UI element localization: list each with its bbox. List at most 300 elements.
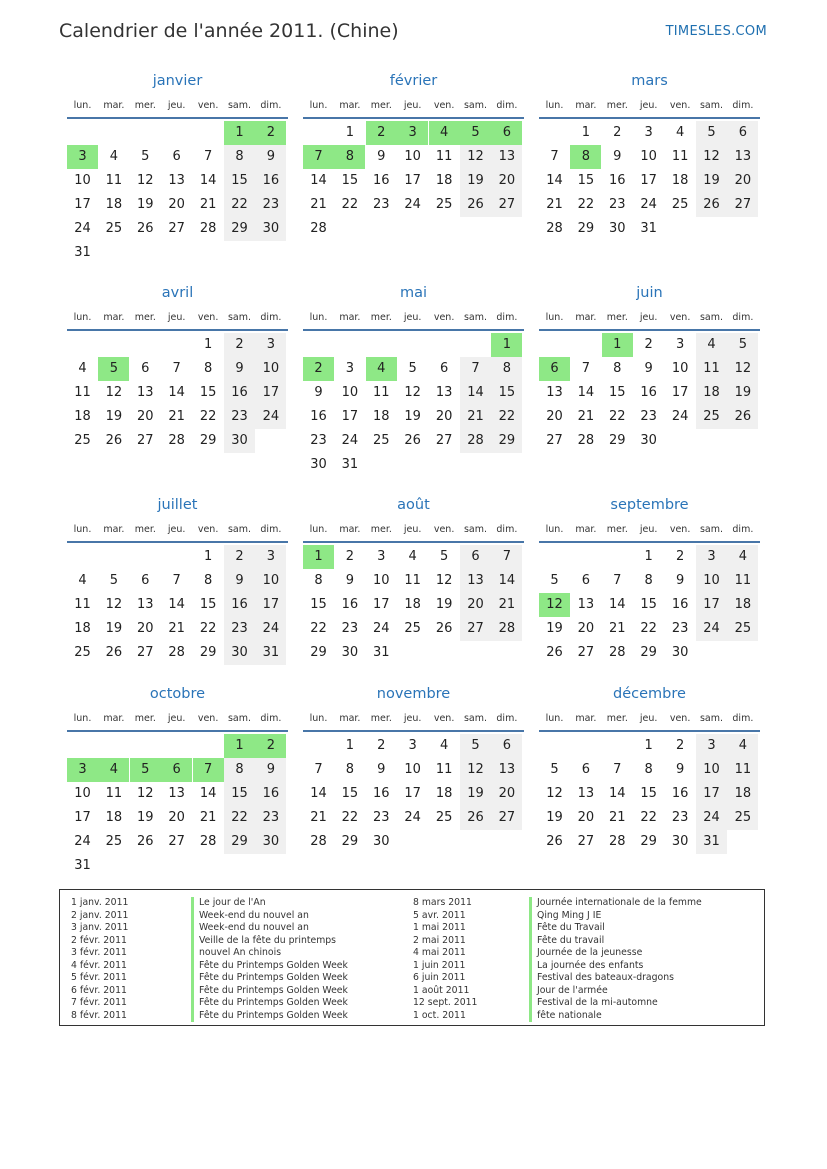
legend-date: 2 févr. 2011 [71,934,127,946]
day-cell: 23 [341,621,359,636]
day-cell: 1 [644,738,653,753]
legend-date: 8 mars 2011 [413,897,472,908]
day-cell: 29 [341,834,359,849]
month-rule [303,730,524,732]
day-cell: 3 [644,125,653,140]
day-cell: 19 [105,621,123,636]
day-cell: 10 [373,573,390,588]
day-cell: 26 [105,433,123,448]
day-cell: 28 [577,433,595,448]
day-cell: 14 [199,786,217,801]
day-cell: 18 [435,786,453,801]
day-cell: 9 [675,762,685,777]
holiday-day-cell: 4 [429,121,460,145]
day-cell: 21 [546,197,563,212]
day-cell: 8 [644,762,653,777]
day-cell: 14 [168,597,185,612]
day-cell: 24 [74,221,91,236]
weekday-label: sam. [227,713,252,724]
day-cell: 5 [141,149,150,164]
day-cell: 16 [671,786,689,801]
day-cell: 17 [404,173,421,188]
month-title: avril [161,285,194,301]
legend-holiday-name: nouvel An chinois [199,947,282,958]
weekday-label: sam. [227,100,252,111]
day-cell: 9 [224,357,255,381]
day-cell: 24 [696,617,727,641]
day-cell: 18 [74,409,91,424]
weekday-label: dim. [260,100,282,111]
day-cell: 11 [435,149,453,164]
month-rule [539,329,760,331]
weekday-label: ven. [197,524,219,535]
day-cell: 25 [696,405,727,429]
day-cell: 29 [577,221,595,236]
weekday-label: mar. [103,524,125,535]
day-cell: 15 [341,786,359,801]
month-title: novembre [376,686,451,702]
weekday-label: mar. [575,312,597,323]
legend-date: 6 juin 2011 [413,972,466,983]
day-cell: 14 [310,173,327,188]
day-cell: 14 [609,597,626,612]
day-cell: 8 [224,145,255,169]
day-cell: 30 [341,645,359,660]
day-cell: 15 [310,597,327,612]
legend-right-dates [413,897,477,1022]
day-cell: 19 [435,597,453,612]
holiday-day-cell: 5 [130,758,161,782]
day-cell: 7 [491,545,522,569]
day-cell: 14 [491,569,522,593]
day-cell: 27 [546,433,563,448]
day-cell: 16 [373,786,390,801]
weekday-label: jeu. [639,713,658,724]
day-cell: 26 [137,834,154,849]
holiday-day-cell: 1 [224,121,255,145]
legend-date: 4 mai 2011 [413,947,466,958]
weekday-label: dim. [496,713,518,724]
holiday-day-cell: 7 [193,758,224,782]
day-cell: 27 [137,433,154,448]
day-cell: 4 [78,573,87,588]
day-cell: 28 [491,617,522,641]
day-cell: 5 [109,573,119,588]
legend-holiday-name: Journée de la jeunesse [537,947,643,958]
day-cell: 18 [105,810,123,825]
weekday-label: mar. [103,100,125,111]
holiday-day-cell: 4 [98,758,129,782]
legend-right-names [529,897,702,1022]
weekday-label: mar. [575,713,597,724]
day-cell: 16 [373,173,390,188]
day-cell: 6 [727,121,758,145]
day-cell: 6 [141,361,150,376]
legend-holiday-name: Week-end du nouvel an [199,909,309,921]
day-cell: 21 [577,409,595,424]
day-cell: 15 [224,169,255,193]
day-cell: 3 [675,337,685,352]
day-cell: 31 [696,830,727,854]
legend-date: 1 août 2011 [413,984,470,996]
weekday-label: mer. [606,100,628,111]
day-cell: 6 [581,762,591,777]
day-cell: 13 [168,786,185,801]
day-cell: 29 [491,429,522,453]
weekday-label: ven. [669,524,691,535]
day-cell: 20 [727,169,758,193]
legend-date: 1 oct. 2011 [413,1009,466,1021]
day-cell: 23 [255,806,286,830]
day-cell: 15 [491,381,522,405]
day-cell: 31 [255,641,286,665]
month-title: juillet [157,497,198,513]
day-cell: 11 [435,762,453,777]
day-cell: 25 [105,834,123,849]
day-cell: 7 [581,361,591,376]
weekday-label: sam. [227,524,252,535]
legend-date: 1 juin 2011 [413,959,466,971]
day-cell: 11 [74,597,91,612]
day-cell: 29 [199,433,217,448]
day-cell: 13 [577,786,595,801]
weekday-label: jeu. [167,713,186,724]
day-cell: 4 [408,549,417,564]
day-cell: 31 [640,221,657,236]
weekday-label: lun. [545,524,564,535]
day-cell: 9 [345,573,355,588]
legend-holiday-name: Fête du Printemps Golden Week [199,972,348,983]
day-cell: 2 [644,337,653,352]
day-cell: 7 [613,573,622,588]
legend-date: 5 févr. 2011 [71,972,127,983]
day-cell: 3 [696,545,727,569]
legend-date: 1 janv. 2011 [71,897,129,908]
day-cell: 26 [546,645,563,660]
day-cell: 26 [460,193,491,217]
holiday-day-cell: 7 [303,145,334,169]
site-link[interactable]: TIMESLES.COM [665,24,767,39]
day-cell: 23 [224,617,255,641]
day-cell: 12 [460,758,491,782]
weekday-label: jeu. [167,100,186,111]
day-cell: 19 [460,169,491,193]
holiday-day-cell: 1 [303,545,334,569]
month-rule [67,730,288,732]
day-cell: 13 [137,597,154,612]
weekday-label: mar. [339,100,361,111]
day-cell: 20 [491,782,522,806]
month-block [539,686,760,886]
day-cell: 29 [224,217,255,241]
day-cell: 6 [581,573,591,588]
month-title: octobre [149,686,206,702]
day-cell: 23 [640,409,657,424]
weekday-label: mer. [606,713,628,724]
holiday-day-cell: 1 [224,734,255,758]
day-cell: 25 [404,621,421,636]
day-cell: 30 [671,834,689,849]
legend-holiday-name: Fête du Printemps Golden Week [199,984,348,996]
day-cell: 3 [255,333,286,357]
day-cell: 25 [727,806,758,830]
day-cell: 3 [377,549,386,564]
weekday-label: ven. [197,100,219,111]
day-cell: 12 [137,786,154,801]
weekday-label: dim. [260,312,282,323]
day-cell: 21 [609,810,626,825]
weekday-label: sam. [699,100,724,111]
day-cell: 18 [696,381,727,405]
weekday-label: lun. [73,524,92,535]
day-cell: 24 [640,197,657,212]
weekday-label: lun. [73,713,92,724]
day-cell: 24 [74,834,91,849]
day-cell: 4 [727,734,758,758]
legend-date: 12 sept. 2011 [413,997,478,1008]
weekday-label: jeu. [403,713,422,724]
day-cell: 14 [609,786,626,801]
weekday-label: jeu. [639,312,658,323]
day-cell: 20 [168,810,185,825]
day-cell: 26 [105,645,123,660]
day-cell: 28 [609,834,626,849]
day-cell: 28 [310,834,327,849]
legend-holiday-name: Jour de l'armée [537,984,608,996]
day-cell: 10 [404,149,421,164]
day-cell: 24 [341,433,359,448]
day-cell: 17 [404,786,421,801]
weekday-label: ven. [669,100,691,111]
day-cell: 24 [404,810,421,825]
day-cell: 10 [255,357,286,381]
day-cell: 11 [74,385,91,400]
day-cell: 24 [404,197,421,212]
day-cell: 19 [460,782,491,806]
page-title: Calendrier de l'année 2011. (Chine) [59,20,399,42]
day-cell: 16 [671,597,689,612]
month-title: août [397,497,430,513]
day-cell: 31 [74,858,91,873]
day-cell: 2 [224,545,255,569]
holiday-day-cell: 2 [366,121,397,145]
day-cell: 5 [439,549,449,564]
day-cell: 22 [491,405,522,429]
day-cell: 20 [460,593,491,617]
weekday-label: lun. [545,713,564,724]
day-cell: 8 [224,758,255,782]
day-cell: 21 [491,593,522,617]
day-cell: 17 [74,197,91,212]
day-cell: 2 [613,125,622,140]
day-cell: 4 [696,333,727,357]
weekday-label: mer. [606,524,628,535]
day-cell: 21 [310,197,327,212]
holiday-day-cell: 3 [397,121,428,145]
month-block [303,497,524,697]
day-cell: 2 [675,738,685,753]
day-cell: 24 [255,405,286,429]
weekday-label: lun. [309,312,328,323]
day-cell: 1 [345,738,355,753]
day-cell: 28 [168,433,185,448]
day-cell: 12 [105,385,123,400]
day-cell: 27 [491,193,522,217]
day-cell: 30 [310,457,327,472]
day-cell: 22 [341,810,359,825]
weekday-label: mer. [134,100,156,111]
day-cell: 18 [727,782,758,806]
day-cell: 12 [727,357,758,381]
day-cell: 1 [581,125,591,140]
day-cell: 18 [435,173,453,188]
day-cell: 11 [373,385,390,400]
month-title: juin [636,285,663,301]
month-title: septembre [610,497,689,513]
day-cell: 27 [168,834,185,849]
legend-date: 7 févr. 2011 [71,997,127,1008]
weekday-label: dim. [496,312,518,323]
day-cell: 19 [404,409,421,424]
month-rule [67,541,288,543]
day-cell: 27 [577,834,595,849]
day-cell: 30 [609,221,626,236]
legend-date: 3 janv. 2011 [71,922,129,933]
day-cell: 9 [377,762,386,777]
day-cell: 27 [435,433,453,448]
weekday-label: lun. [309,713,328,724]
day-cell: 26 [137,221,154,236]
weekday-label: sam. [463,713,488,724]
day-cell: 18 [373,409,390,424]
weekday-label: mer. [134,713,156,724]
day-cell: 15 [199,385,217,400]
legend-date: 4 févr. 2011 [71,959,127,971]
day-cell: 14 [168,385,185,400]
month-block [303,285,524,485]
day-cell: 13 [577,597,595,612]
day-cell: 4 [439,738,449,753]
weekday-label: sam. [699,713,724,724]
day-cell: 25 [727,617,758,641]
day-cell: 4 [675,125,685,140]
day-cell: 10 [255,569,286,593]
legend-holiday-name: Week-end du nouvel an [199,922,309,933]
day-cell: 4 [727,545,758,569]
day-cell: 2 [377,738,386,753]
day-cell: 23 [224,405,255,429]
day-cell: 9 [613,149,622,164]
day-cell: 12 [105,597,123,612]
weekday-label: dim. [732,524,754,535]
day-cell: 25 [105,221,123,236]
month-block [67,686,288,886]
day-cell: 30 [224,641,255,665]
day-cell: 1 [203,549,213,564]
day-cell: 5 [460,734,491,758]
day-cell: 7 [314,762,323,777]
weekday-label: mer. [134,524,156,535]
day-cell: 15 [577,173,595,188]
day-cell: 24 [671,409,689,424]
day-cell: 10 [640,149,657,164]
weekday-label: dim. [260,713,282,724]
month-title: mai [399,285,428,301]
day-cell: 7 [172,573,181,588]
day-cell: 19 [137,197,154,212]
day-cell: 12 [696,145,727,169]
day-cell: 22 [609,409,626,424]
weekday-label: ven. [669,713,691,724]
weekday-label: ven. [197,713,219,724]
day-cell: 3 [255,545,286,569]
day-cell: 3 [696,734,727,758]
day-cell: 16 [640,385,657,400]
weekday-label: jeu. [403,100,422,111]
day-cell: 1 [203,337,213,352]
holiday-day-cell: 4 [366,357,397,381]
day-cell: 21 [199,810,217,825]
day-cell: 6 [491,734,522,758]
weekday-label: sam. [227,312,252,323]
day-cell: 18 [105,197,123,212]
day-cell: 21 [199,197,217,212]
day-cell: 23 [255,193,286,217]
day-cell: 11 [105,173,123,188]
month-rule [539,541,760,543]
day-cell: 12 [546,786,563,801]
day-cell: 20 [168,197,185,212]
day-cell: 16 [255,782,286,806]
weekday-label: ven. [669,312,691,323]
day-cell: 24 [373,621,390,636]
legend-left-names [191,897,348,1022]
day-cell: 10 [74,173,91,188]
day-cell: 5 [550,573,559,588]
day-cell: 13 [435,385,453,400]
legend-holiday-name: Veille de la fête du printemps [199,934,337,946]
day-cell: 8 [491,357,522,381]
day-cell: 12 [460,145,491,169]
holiday-day-cell: 2 [303,357,334,381]
day-cell: 17 [671,385,689,400]
day-cell: 17 [341,409,359,424]
day-cell: 20 [137,621,154,636]
weekday-label: sam. [463,100,488,111]
day-cell: 25 [435,197,453,212]
day-cell: 29 [224,830,255,854]
day-cell: 22 [341,197,359,212]
day-cell: 22 [199,621,217,636]
day-cell: 23 [310,433,327,448]
day-cell: 11 [105,786,123,801]
day-cell: 22 [224,806,255,830]
legend-date: 2 janv. 2011 [71,909,129,921]
weekday-label: jeu. [639,100,658,111]
day-cell: 14 [577,385,595,400]
weekday-label: ven. [433,713,455,724]
day-cell: 10 [341,385,359,400]
day-cell: 30 [640,433,657,448]
day-cell: 18 [727,593,758,617]
day-cell: 8 [203,361,213,376]
weekday-label: lun. [73,100,92,111]
day-cell: 24 [255,617,286,641]
day-cell: 30 [224,429,255,453]
day-cell: 7 [613,762,622,777]
day-cell: 21 [310,810,327,825]
day-cell: 22 [640,810,657,825]
